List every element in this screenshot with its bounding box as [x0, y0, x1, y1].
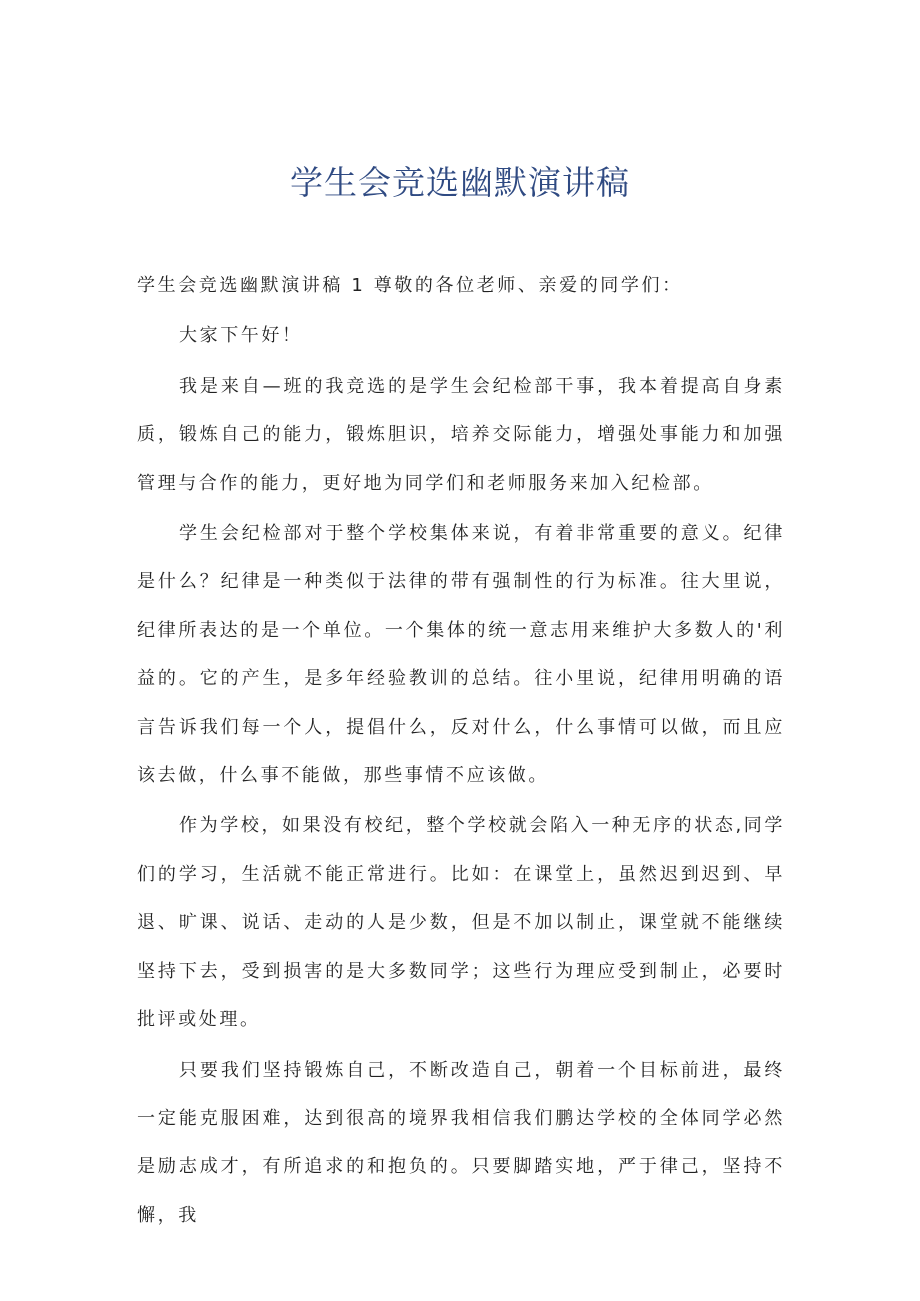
paragraph-greeting: 大家下午好！: [179, 325, 303, 347]
paragraph: 我是来自—班的我竞选的是学生会纪检部干事，我本着提高自身素质，锻炼自己的能力，锻炼胆识，培养交际能力，增强处事能力和加强管理与合作的能力，更好地为同学们和老师服务来加入纪检部。: [137, 375, 785, 494]
document-title: 学生会竞选幽默演讲稿: [290, 163, 630, 202]
paragraph: 只要我们坚持锻炼自己，不断改造自己，朝着一个目标前进，最终一定能克服困难，达到很高的境界我相信我们鹏达学校的全体同学必然是励志成才，有所追求的和抱负的。只要脚踏实地，严于律己，坚持不懈，我: [137, 1059, 785, 1226]
paragraph: 学生会纪检部对于整个学校集体来说，有着非常重要的意义。纪律是什么？纪律是一种类似于法律的带有强制性的行为标准。往大里说，纪律所表达的是一个单位。一个集体的统一意志用来维护大多数人的'利益的。它的产生，是多年经验教训的总结。往小里说，纪律用明确的语言告诉我们每一个人，提倡什么，反对什么，什么事情可以做，而且应该去做，什么事不能做，那些事情不应该做。: [137, 523, 785, 787]
paragraph: 作为学校，如果没有校纪，整个学校就会陷入一种无序的状态,同学们的学习，生活就不能正常进行。比如：在课堂上，虽然迟到迟到、早退、旷课、说话、走动的人是少数，但是不加以制止，课堂就不能继续坚持下去，受到损害的是大多数同学；这些行为理应受到制止，必要时批评或处理。: [137, 815, 785, 1031]
document-body: [137, 262, 785, 1242]
paragraph-intro: 学生会竞选幽默演讲稿 1 尊敬的各位老师、亲爱的同学们：: [137, 275, 683, 296]
